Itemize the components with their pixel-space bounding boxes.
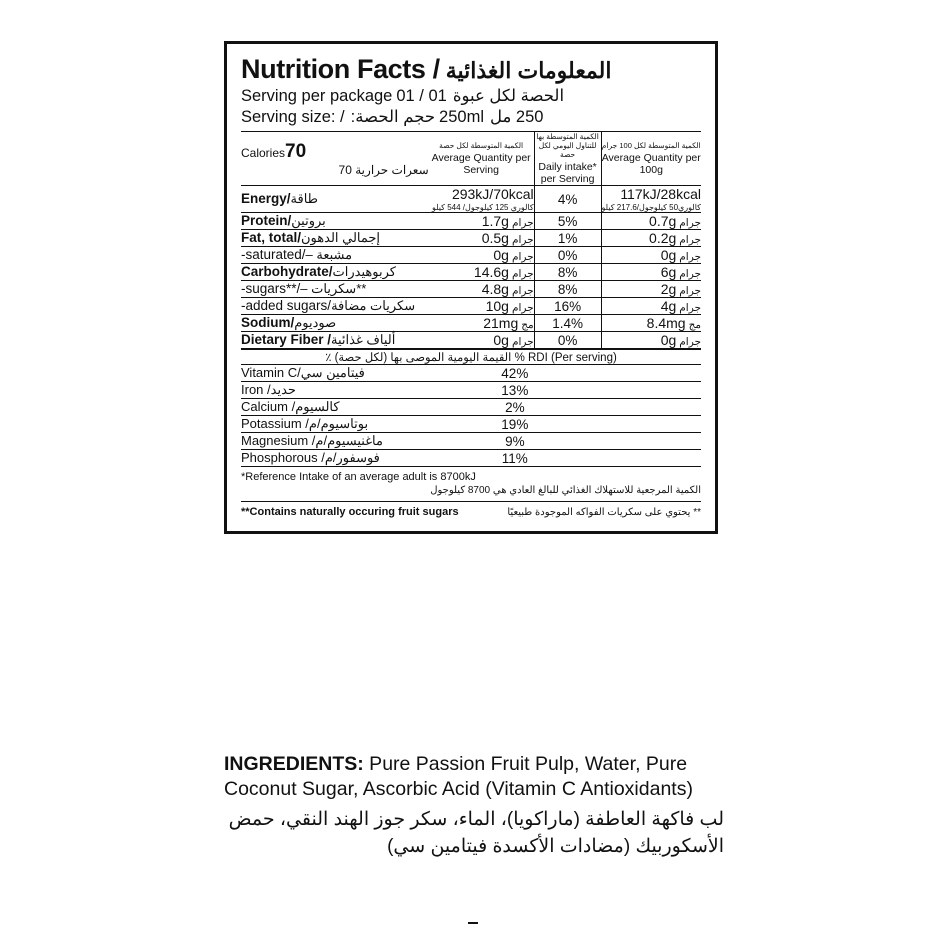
panel-title bbox=[241, 54, 701, 85]
vitamin-pct: 42% bbox=[429, 365, 601, 382]
footnotes bbox=[241, 466, 701, 520]
row-per-serving: 0g جرام bbox=[429, 247, 535, 264]
serving-size-label-en: Serving size: / bbox=[241, 108, 345, 126]
row-per-100g: 6g جرام bbox=[601, 264, 701, 281]
serving-size-value: 250ml bbox=[439, 108, 484, 126]
vitamin-blank bbox=[601, 416, 701, 433]
table-row bbox=[241, 230, 701, 247]
row-per-serving: 21mg مج bbox=[429, 315, 535, 332]
row-label: -saturated/– مشبعة bbox=[241, 247, 429, 264]
row-daily-intake: 0% bbox=[534, 332, 601, 350]
row-per-100g: 8.4mg مج bbox=[601, 315, 701, 332]
vitamin-row bbox=[241, 365, 701, 382]
vitamin-label: Vitamin C/فيتامين سي bbox=[241, 365, 429, 382]
vitamin-row bbox=[241, 399, 701, 416]
vitamin-pct: 2% bbox=[429, 399, 601, 416]
row-per-100g: 2g جرام bbox=[601, 281, 701, 298]
row-label: Carbohydrate/كربوهيدرات bbox=[241, 264, 429, 281]
vitamin-label: Iron /حديد bbox=[241, 382, 429, 399]
ingredients-heading: INGREDIENTS: bbox=[224, 753, 364, 775]
serving-size-row bbox=[241, 107, 701, 127]
row-daily-intake: 1.4% bbox=[534, 315, 601, 332]
row-label: -added sugars/سكريات مضافة bbox=[241, 298, 429, 315]
row-daily-intake: 0% bbox=[534, 247, 601, 264]
table-row bbox=[241, 213, 701, 230]
row-per-100g: 0.7g جرام bbox=[601, 213, 701, 230]
row-label: Sodium/صوديوم bbox=[241, 315, 429, 332]
row-label: Energy/طاقة bbox=[241, 186, 429, 213]
row-per-100g: 0g جرام bbox=[601, 332, 701, 350]
ingredients-english bbox=[224, 752, 724, 802]
row-per-serving: 14.6g جرام bbox=[429, 264, 535, 281]
row-per-100g: 117kJ/28kcal كالوري50 كيلوجول/217.6 كيلو bbox=[601, 186, 701, 213]
nutrition-table bbox=[241, 132, 701, 466]
header-daily-intake: الكمية المتوسطة بها للتناول اليومي لكل حصة Daily intake* per Serving bbox=[534, 132, 601, 186]
calories-ar: سعرات حرارية 70 bbox=[338, 162, 429, 177]
row-per-serving: 4.8g جرام bbox=[429, 281, 535, 298]
row-per-serving: 0g جرام bbox=[429, 332, 535, 350]
nutrition-facts-panel bbox=[224, 41, 718, 534]
row-label: -sugars**/– سكريات** bbox=[241, 281, 429, 298]
serving-size-value-ar: 250 مل bbox=[490, 108, 544, 126]
vitamin-blank bbox=[601, 399, 701, 416]
row-daily-intake: 5% bbox=[534, 213, 601, 230]
serving-per-package-row bbox=[241, 86, 701, 106]
ingredients-text-en: Pure Passion Fruit Pulp, Water, Pure Coconut Sugar, Ascorbic Acid (Vitamin C Antioxidants) bbox=[224, 753, 693, 800]
table-row bbox=[241, 186, 701, 213]
table-header-row bbox=[241, 132, 701, 186]
vitamin-row bbox=[241, 382, 701, 399]
serving-per-package-label-ar: الحصة لكل عبوة bbox=[452, 87, 565, 105]
row-daily-intake: 16% bbox=[534, 298, 601, 315]
ingredients-arabic: لب فاكهة العاطفة (ماراكويا)، الماء، سكر جوز الهند النقي، حمض الأسكوربيك (مضادات الأكسدة فيتامين سي) bbox=[228, 808, 724, 858]
title-english: Nutrition Facts / bbox=[241, 54, 440, 84]
table-row bbox=[241, 281, 701, 298]
rdi-header: ٪ القيمة اليومية الموصى بها (لكل حصة) % RDI (Per serving) bbox=[241, 349, 701, 365]
row-daily-intake: 8% bbox=[534, 264, 601, 281]
vitamin-blank bbox=[601, 450, 701, 467]
row-per-100g: 0g جرام bbox=[601, 247, 701, 264]
serving-per-package-label-en: Serving per package bbox=[241, 87, 393, 105]
row-per-serving: 0.5g جرام bbox=[429, 230, 535, 247]
calories-cell bbox=[241, 132, 429, 186]
table-row bbox=[241, 315, 701, 332]
table-row bbox=[241, 298, 701, 315]
vitamin-blank bbox=[601, 365, 701, 382]
row-label: Fat, total/إجمالي الدهون bbox=[241, 230, 429, 247]
row-per-serving: 1.7g جرام bbox=[429, 213, 535, 230]
vitamin-pct: 19% bbox=[429, 416, 601, 433]
header-per-serving: الكمية المتوسطة لكل حصة Average Quantity per Serving bbox=[431, 141, 531, 177]
vitamin-blank bbox=[601, 433, 701, 450]
serving-per-package-value: 01 / 01 bbox=[396, 87, 447, 105]
footnote-reference-intake: *Reference Intake of an average adult is 8700kJ الكمية المرجعية للاستهلاك الغذائي للبالغ العادي هي 8700 كيلوجول bbox=[241, 471, 701, 496]
registration-mark bbox=[468, 922, 478, 926]
row-daily-intake: 1% bbox=[534, 230, 601, 247]
vitamin-label: Magnesium /ماغنيسيوم/م bbox=[241, 433, 429, 450]
row-label: Protein/بروتين bbox=[241, 213, 429, 230]
calories-en: Calories70 bbox=[241, 140, 307, 162]
vitamin-pct: 9% bbox=[429, 433, 601, 450]
rdi-header-row bbox=[241, 349, 701, 365]
row-per-100g: 0.2g جرام bbox=[601, 230, 701, 247]
vitamin-row bbox=[241, 433, 701, 450]
row-per-serving: 293kJ/70kcal كالوري 125 كيلوجول/ 544 كيلو bbox=[429, 186, 535, 213]
vitamin-row bbox=[241, 416, 701, 433]
vitamin-label: Phosphorous /فوسفور/م bbox=[241, 450, 429, 467]
row-daily-intake: 4% bbox=[534, 186, 601, 213]
vitamin-pct: 13% bbox=[429, 382, 601, 399]
table-row bbox=[241, 332, 701, 350]
table-row bbox=[241, 264, 701, 281]
table-row bbox=[241, 247, 701, 264]
vitamin-pct: 11% bbox=[429, 450, 601, 467]
vitamin-label: Calcium /كالسيوم bbox=[241, 399, 429, 416]
footnote-fruit-sugars: **Contains naturally occuring fruit sugars ** يحتوي على سكريات الفواكه الموجودة طبيعيًا bbox=[241, 506, 701, 519]
vitamin-label: Potassium /بوتاسيوم/م bbox=[241, 416, 429, 433]
header-per-100g: الكمية المتوسطة لكل 100 جرام Average Quantity per 100g bbox=[601, 132, 701, 186]
row-daily-intake: 8% bbox=[534, 281, 601, 298]
row-per-100g: 4g جرام bbox=[601, 298, 701, 315]
serving-size-label-ar: حجم الحصة: bbox=[350, 108, 436, 126]
row-per-serving: 10g جرام bbox=[429, 298, 535, 315]
title-arabic: المعلومات الغذائية bbox=[445, 58, 612, 83]
vitamin-blank bbox=[601, 382, 701, 399]
footnote-divider bbox=[241, 501, 701, 502]
row-label: Dietary Fiber /ألياف غذائية bbox=[241, 332, 429, 350]
ingredients-section bbox=[224, 752, 724, 861]
vitamin-row bbox=[241, 450, 701, 467]
